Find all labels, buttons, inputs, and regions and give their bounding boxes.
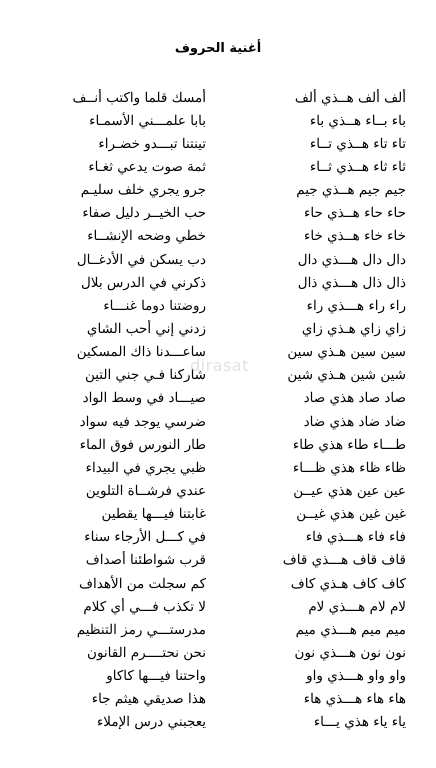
verse-first-half: غين غين هذي غيــن — [296, 506, 406, 523]
verse-row — [14, 179, 422, 202]
verse-first-half: شين شين هـذي شين — [287, 367, 406, 384]
verse-first-half: سين سين هـذي سين — [287, 344, 406, 361]
verse-row — [14, 641, 422, 664]
verse-second-half: ساعـــدنا ذاك المسكين — [76, 344, 206, 361]
verse-first-half: عين عين هذي عيــن — [293, 482, 406, 499]
verse-second-half: هذا صديقي هيثم جاء — [91, 691, 206, 708]
verse-first-half: ياء ياء هذي يـــاء — [313, 714, 406, 731]
verse-first-half: واو واو هـــذي واو — [306, 668, 406, 685]
verse-row — [14, 387, 422, 410]
verse-first-half: ذال ذال هـــذي ذال — [297, 274, 406, 291]
watermark: dirasat — [190, 356, 249, 375]
verse-row — [14, 688, 422, 711]
verse-first-half: طـــاء طاء هذي طاء — [292, 436, 406, 453]
verse-row — [14, 86, 422, 109]
verse-second-half: في كـــل الأرجاء سناء — [84, 529, 206, 546]
verse-row — [14, 618, 422, 641]
verse-second-half: تينتنا تبـــدو خضـراء — [98, 135, 206, 152]
verse-first-half: تاء تاء هــذي تــاء — [309, 135, 406, 152]
verse-row — [14, 248, 422, 271]
verse-first-half: ثاء ثاء هــذي ثــاء — [309, 158, 406, 175]
verse-row — [14, 456, 422, 479]
verse-first-half: قاف قاف هـــذي قاف — [282, 552, 406, 569]
poem-body — [14, 86, 422, 734]
verse-first-half: نون نون هـــذي نون — [294, 644, 406, 661]
verse-first-half: حاء حاء هــذي حاء — [304, 205, 406, 222]
verse-second-half: أمسك قلما واكتب أنــف — [72, 89, 206, 106]
verse-second-half: زدني إني أحب الشاي — [86, 320, 206, 337]
verse-row — [14, 132, 422, 155]
verse-first-half: زاي زاي هـذي زاي — [301, 320, 406, 337]
verse-row — [14, 711, 422, 734]
verse-second-half: ظبي يجري في البيداء — [85, 459, 206, 476]
verse-second-half: صيـــاد في وسط الواد — [82, 390, 206, 407]
verse-row — [14, 155, 422, 178]
verse-second-half: عندي فرشــاة التلوين — [85, 482, 206, 499]
verse-row — [14, 109, 422, 132]
verse-second-half: لا تكذب فـــي أي كلام — [83, 598, 206, 615]
verse-second-half: جرو يجري خلف سليـم — [80, 182, 206, 199]
verse-second-half: خطي وضحه الإنشــاء — [87, 228, 206, 245]
verse-second-half: كم سجلت من الأهداف — [79, 575, 206, 592]
verse-first-half: هاء هاء هـــذي هاء — [303, 691, 406, 708]
verse-first-half: ميم ميم هـــذي ميم — [295, 621, 406, 638]
verse-first-half: جيم جيم هــذي جيم — [296, 182, 406, 199]
verse-second-half: بابا علمـــني الأسمـاء — [89, 112, 206, 129]
verse-second-half: غابتنا فيـــها يقطين — [101, 506, 206, 523]
verse-second-half: قرب شواطئنا أصداف — [85, 552, 206, 569]
verse-second-half: نحن نحتــــرم القانون — [87, 644, 206, 661]
verse-first-half: ألف ألف هــذي ألف — [294, 89, 406, 106]
verse-second-half: ذكرني في الدرس بلال — [80, 274, 206, 291]
verse-second-half: مدرستـــي رمز التنظيم — [76, 621, 206, 638]
verse-second-half: واحتنا فيـــها كاكاو — [106, 668, 206, 685]
verse-second-half: روضتنا دوما غنـــاء — [103, 297, 206, 314]
verse-first-half: خاء خاء هــذي خاء — [304, 228, 406, 245]
verse-row — [14, 526, 422, 549]
verse-row — [14, 410, 422, 433]
verse-row — [14, 665, 422, 688]
verse-first-half: كاف كاف هـذي كاف — [290, 575, 406, 592]
verse-first-half: ظاء ظاء هذي ظـــاء — [292, 459, 406, 476]
verse-row — [14, 225, 422, 248]
verse-first-half: لام لام هـــذي لام — [308, 598, 406, 615]
verse-row — [14, 503, 422, 526]
verse-first-half: راء راء هـــذي راء — [306, 297, 406, 314]
song-title: أغنية الحروف — [174, 41, 262, 56]
verse-row — [14, 294, 422, 317]
verse-first-half: دال دال هـــذي دال — [297, 251, 406, 268]
verse-second-half: شاركنا فـي جني التين — [84, 367, 206, 384]
verse-row — [14, 572, 422, 595]
verse-second-half: حب الخيــر دليل صفاء — [82, 205, 206, 222]
verse-second-half: دب يسكن في الأدغــال — [76, 251, 206, 268]
verse-second-half: يعجبني درس الإملاء — [96, 714, 206, 731]
verse-first-half: ضاد ضاد هذي ضاد — [303, 413, 406, 430]
verse-row — [14, 549, 422, 572]
verse-row — [14, 317, 422, 340]
verse-first-half: فاء فاء هـــذي فاء — [305, 529, 406, 546]
verse-second-half: ثمة صوت يدعي ثغـاء — [88, 158, 206, 175]
verse-row — [14, 271, 422, 294]
verse-row — [14, 479, 422, 502]
verse-row — [14, 433, 422, 456]
verse-row — [14, 595, 422, 618]
verse-first-half: باء بــاء هــذي باء — [309, 112, 406, 129]
verse-second-half: ضرسي يوجد فيه سواد — [79, 413, 206, 430]
verse-first-half: صاد صاد هذي صاد — [303, 390, 406, 407]
verse-second-half: طار النورس فوق الماء — [79, 436, 206, 453]
verse-row — [14, 202, 422, 225]
